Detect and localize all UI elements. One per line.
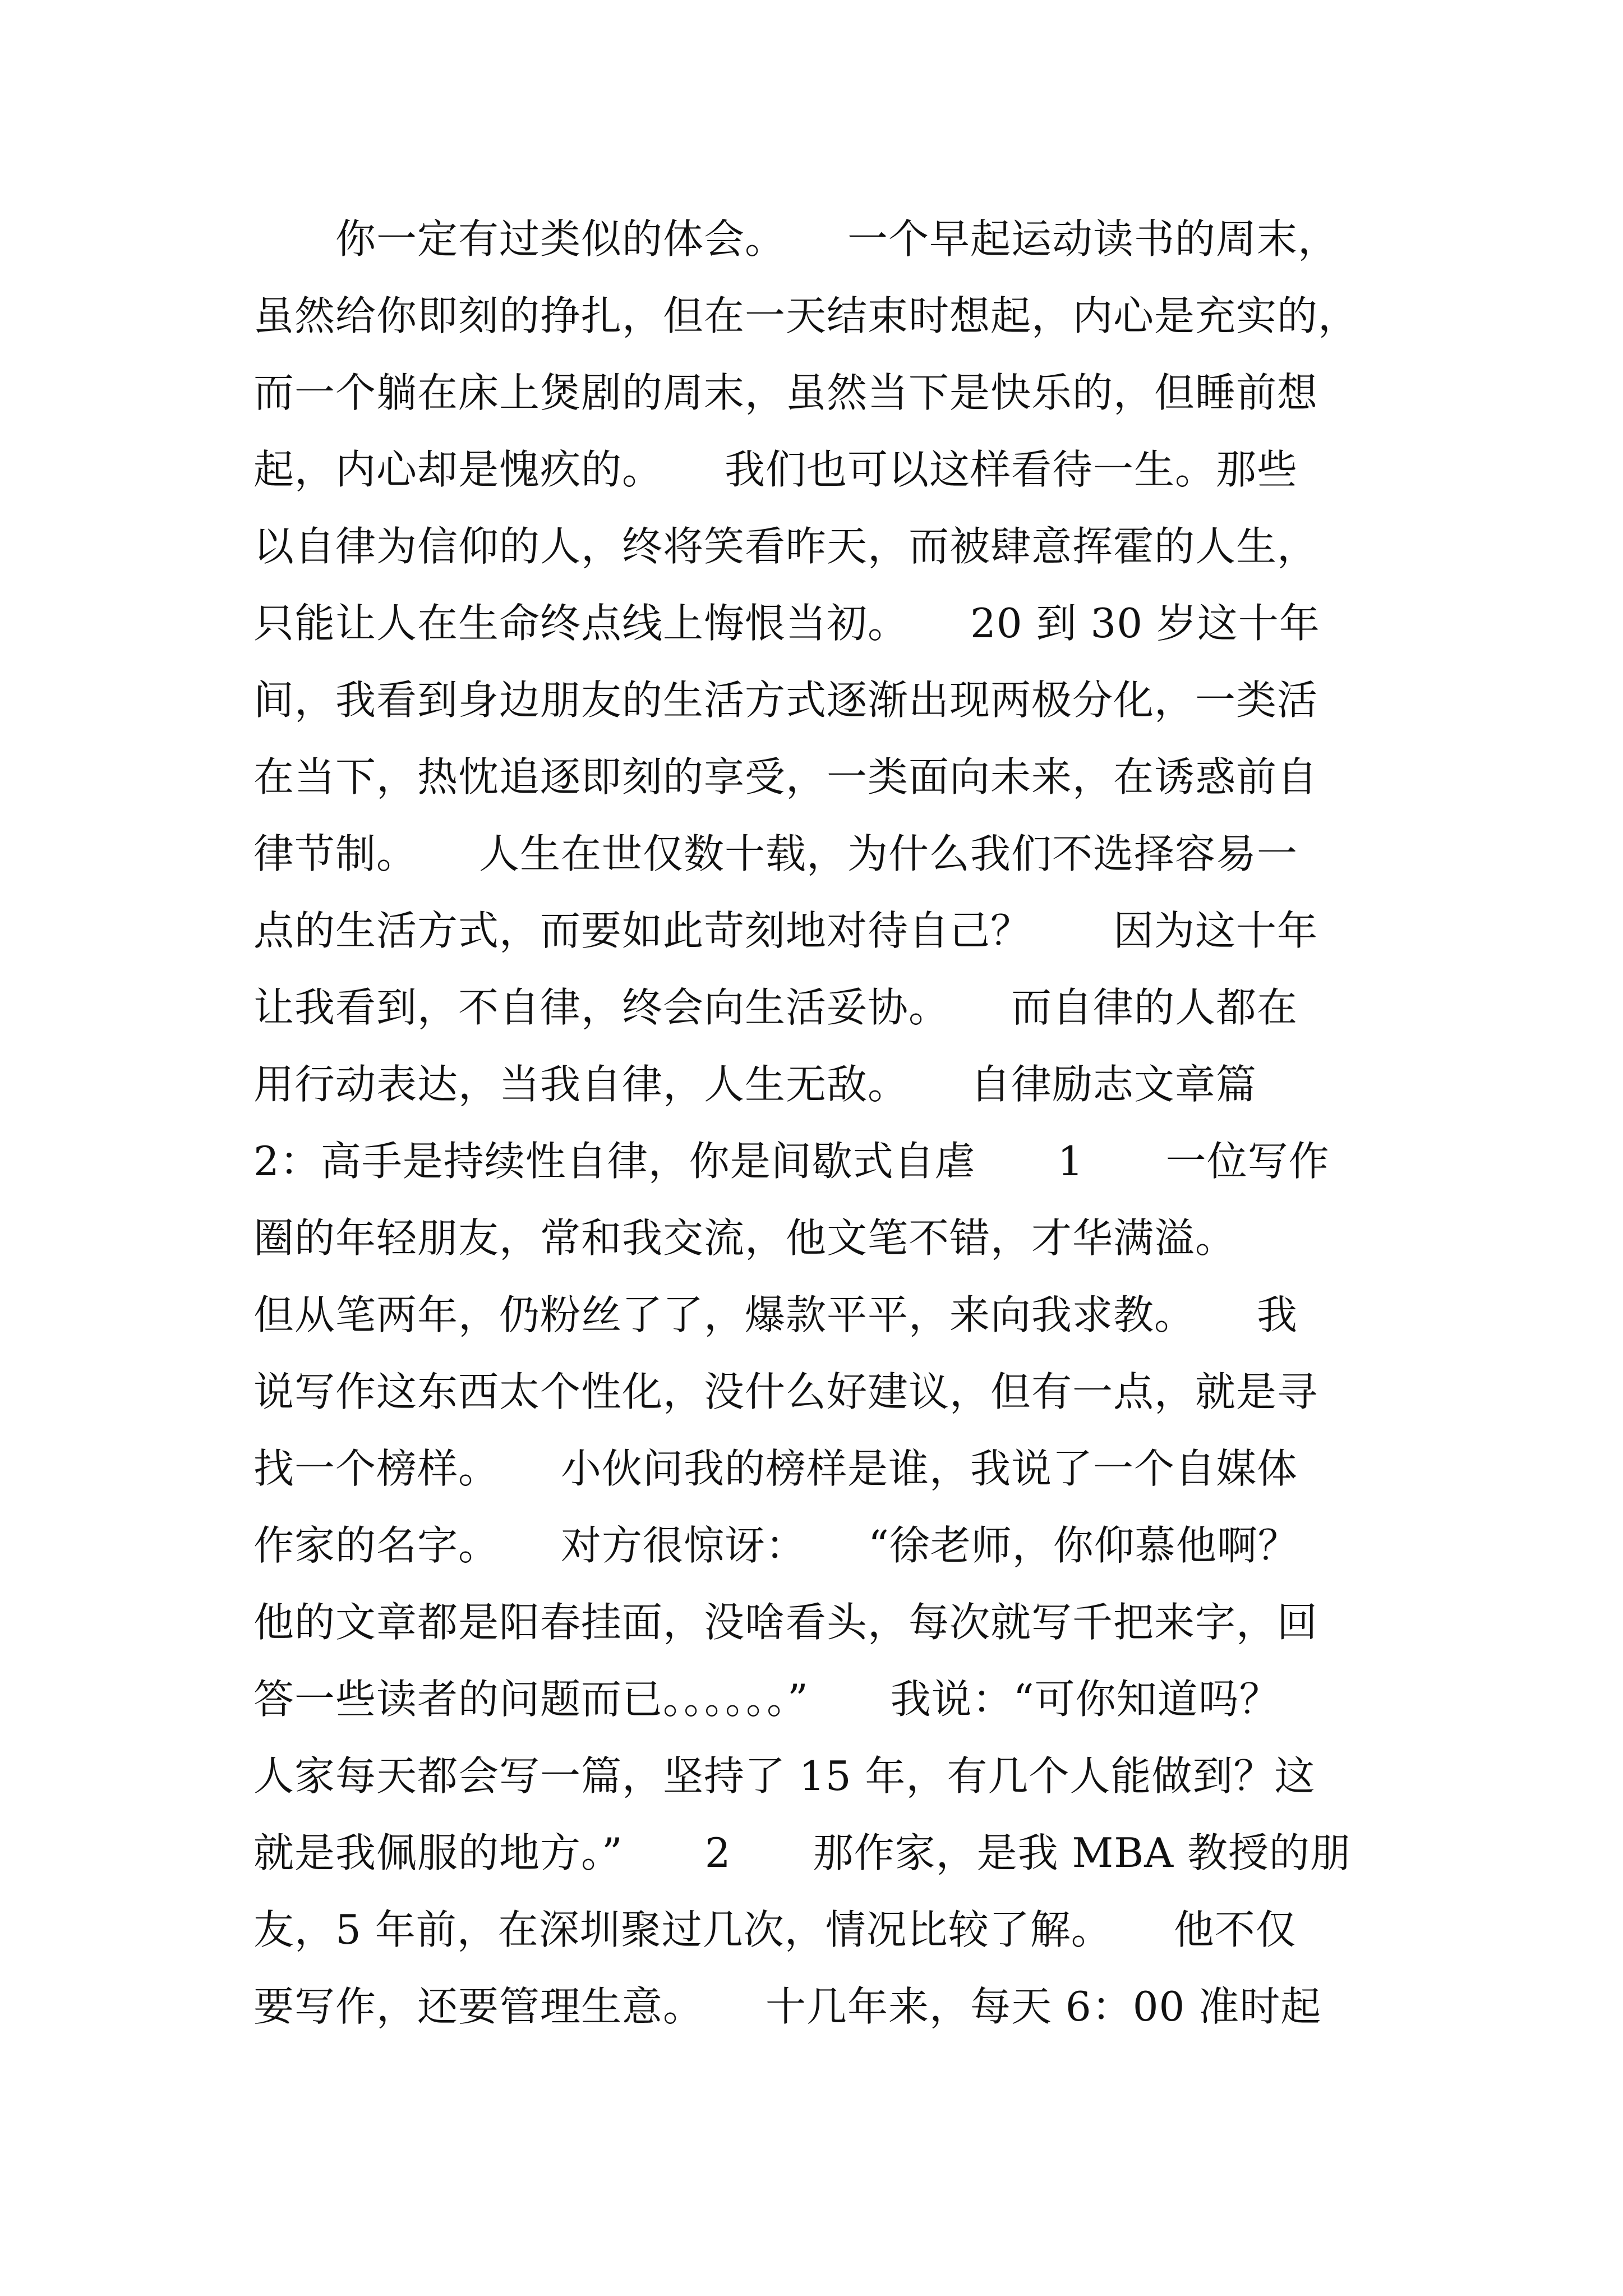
text-line-7: 间，我看到身边朋友的生活方式逐渐出现两极分化，一类活 bbox=[253, 677, 1318, 724]
text-line-16: 说写作这东西太个性化，没什么好建议，但有一点，就是寻 bbox=[253, 1368, 1318, 1415]
text-line-5: 以自律为信仰的人，终将笑看昨天，而被肆意挥霍的人生， bbox=[253, 523, 1318, 570]
text-line-11: 让我看到，不自律，终会向生活妥协。 而自律的人都在 bbox=[253, 984, 1298, 1031]
text-line-1: 你一定有过类似的体会。 一个早起运动读书的周末， bbox=[253, 215, 1339, 263]
text-line-18: 作家的名字。 对方很惊讶： “徐老师，你仰慕他啊？ bbox=[253, 1522, 1299, 1569]
text-line-17: 找一个榜样。 小伙问我的榜样是谁，我说了一个自媒体 bbox=[253, 1445, 1298, 1492]
text-line-19: 他的文章都是阳春挂面，没啥看头，每次就写千把来字，回 bbox=[253, 1599, 1318, 1646]
body-text bbox=[253, 201, 1409, 2045]
text-line-23: 友，5 年前，在深圳聚过几次，情况比较了解。 他不仅 bbox=[253, 1906, 1297, 1953]
text-line-10: 点的生活方式，而要如此苛刻地对待自己？ 因为这十年 bbox=[253, 907, 1318, 954]
text-line-2: 虽然给你即刻的挣扎，但在一天结束时想起，内心是充实的， bbox=[253, 292, 1359, 339]
text-line-22: 就是我佩服的地方。” 2 那作家，是我 MBA 教授的朋 bbox=[253, 1829, 1352, 1876]
text-line-4: 起，内心却是愧疚的。 我们也可以这样看待一生。那些 bbox=[253, 446, 1298, 493]
text-line-8: 在当下，热忱追逐即刻的享受，一类面向未来，在诱惑前自 bbox=[253, 753, 1318, 800]
text-line-15: 但从笔两年，仍粉丝了了，爆款平平，来向我求教。 我 bbox=[253, 1291, 1298, 1338]
text-line-3: 而一个躺在床上煲剧的周末，虽然当下是快乐的，但睡前想 bbox=[253, 369, 1318, 416]
text-line-14: 圈的年轻朋友，常和我交流，他文笔不错，才华满溢。 bbox=[253, 1214, 1237, 1262]
text-line-20: 答一些读者的问题而已。。。。。。” 我说：“可你知道吗？ bbox=[253, 1676, 1280, 1723]
text-line-21: 人家每天都会写一篇，坚持了 15 年，有几个人能做到？这 bbox=[253, 1752, 1316, 1800]
text-line-13: 2：高手是持续性自律，你是间歇式自虐 1 一位写作 bbox=[253, 1138, 1330, 1185]
text-line-24: 要写作，还要管理生意。 十几年来，每天 6：00 准时起 bbox=[253, 1983, 1322, 2030]
text-line-12: 用行动表达，当我自律，人生无敌。 自律励志文章篇 bbox=[253, 1061, 1257, 1108]
text-line-6: 只能让人在生命终点线上悔恨当初。 20 到 30 岁这十年 bbox=[253, 600, 1320, 647]
text-line-9: 律节制。 人生在世仅数十载，为什么我们不选择容易一 bbox=[253, 830, 1298, 877]
